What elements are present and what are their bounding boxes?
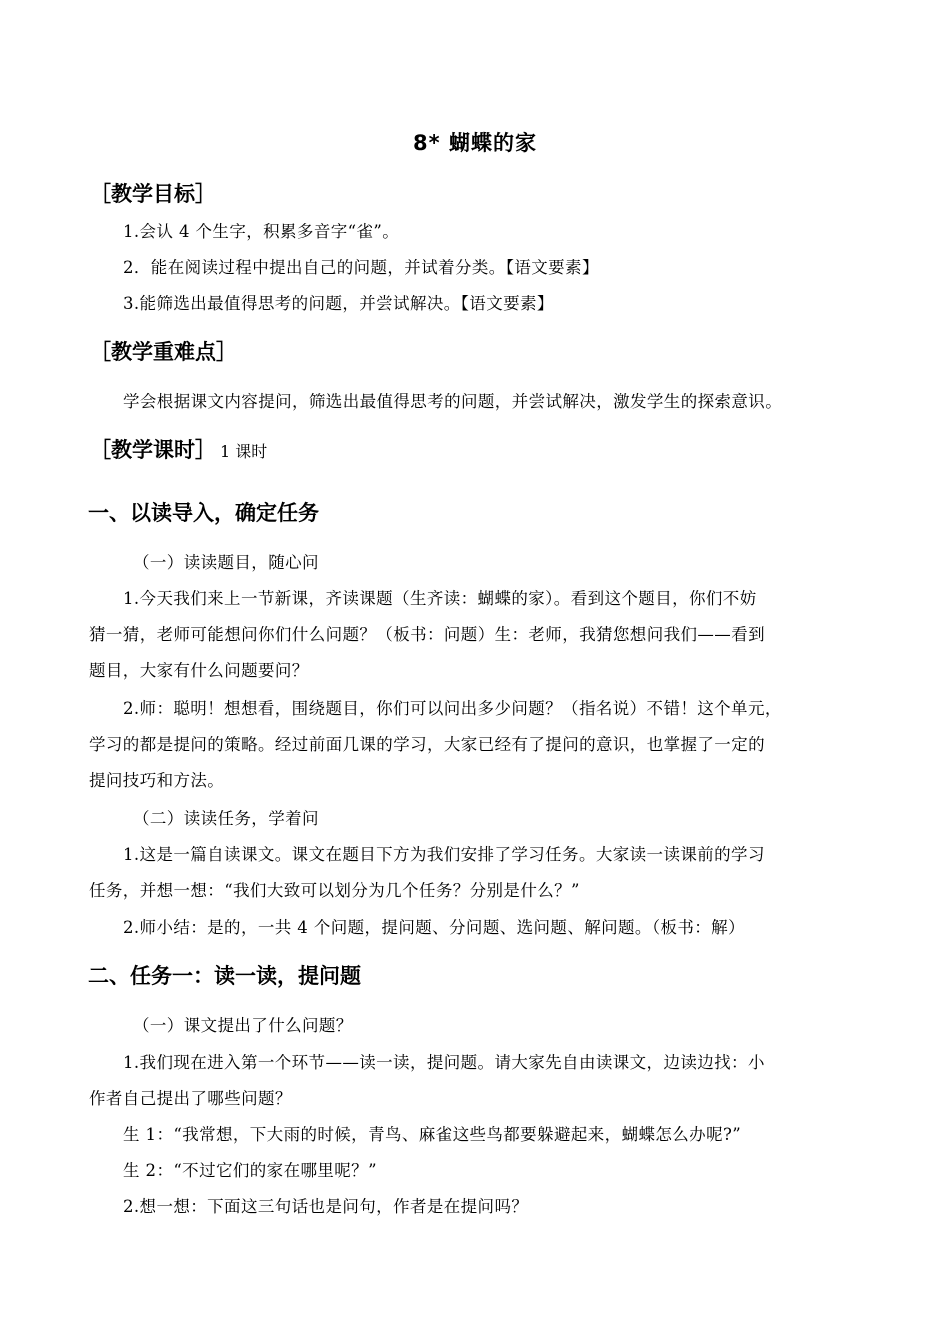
key-points-heading: ［教学重难点］ xyxy=(90,340,237,364)
part1-p2-line1: 2.师：聪明！想想看，围绕题目，你们可以问出多少问题？（指名说）不错！这个单元， xyxy=(123,699,782,718)
part1-p1-line2: 猜一猜，老师可能想问你们什么问题？（板书：问题）生：老师，我猜您想问我们——看到 xyxy=(89,625,765,644)
part2-student1: 生 1：“我常想，下大雨的时候，青鸟、麻雀这些鸟都要躲避起来，蝴蝶怎么办呢?” xyxy=(123,1125,742,1144)
part1-heading: 一、以读导入，确定任务 xyxy=(88,501,319,525)
part2-p1-line2: 作者自己提出了哪些问题？ xyxy=(89,1089,292,1108)
periods-heading-label: ［教学课时］ xyxy=(90,438,216,462)
objective-item-1: 1.会认 4 个生字，积累多音字“雀”。 xyxy=(123,222,400,241)
objectives-heading: ［教学目标］ xyxy=(90,182,216,206)
periods-value: 1 课时 xyxy=(220,442,268,461)
part1-p3-line1: 1.这是一篇自读课文。课文在题目下方为我们安排了学习任务。大家读一读课前的学习 xyxy=(123,845,765,864)
part1-p2-line2: 学习的都是提问的策略。经过前面几课的学习，大家已经有了提问的意识，也掌握了一定的 xyxy=(89,735,765,754)
part1-p1-line3: 题目，大家有什么问题要问？ xyxy=(89,661,309,680)
part2-p1-line1: 1.我们现在进入第一个环节——读一读，提问题。请大家先自由读课文，边读边找：小 xyxy=(123,1053,765,1072)
periods-heading xyxy=(90,434,267,464)
objective-item-3: 3.能筛选出最值得思考的问题，并尝试解决。【语文要素】 xyxy=(123,294,554,313)
part2-heading: 二、任务一：读一读，提问题 xyxy=(88,964,361,988)
part1-p2-line3: 提问技巧和方法。 xyxy=(89,771,225,790)
part1-p4: 2.师小结：是的，一共 4 个问题，提问题、分问题、选问题、解问题。（板书：解） xyxy=(123,918,745,937)
key-points-text: 学会根据课文内容提问，筛选出最值得思考的问题，并尝试解决，激发学生的探索意识。 xyxy=(123,392,783,411)
lesson-title: 8* 蝴蝶的家 xyxy=(413,131,537,155)
part1-sub2: （二）读读任务，学着问 xyxy=(133,809,319,828)
part2-student2: 生 2：“不过它们的家在哪里呢？” xyxy=(123,1161,377,1180)
part2-p2: 2.想一想：下面这三句话也是问句，作者是在提问吗？ xyxy=(123,1197,529,1216)
part1-p3-line2: 任务，并想一想：“我们大致可以划分为几个任务？分别是什么？” xyxy=(89,881,580,900)
part1-sub1: （一）读读题目，随心问 xyxy=(133,553,319,572)
part2-sub1: （一）课文提出了什么问题？ xyxy=(133,1016,353,1035)
part1-p1-line1: 1.今天我们来上一节新课，齐读课题（生齐读：蝴蝶的家）。看到这个题目，你们不妨 xyxy=(123,589,757,608)
objective-item-2: 2．能在阅读过程中提出自己的问题，并试着分类。【语文要素】 xyxy=(123,258,599,277)
